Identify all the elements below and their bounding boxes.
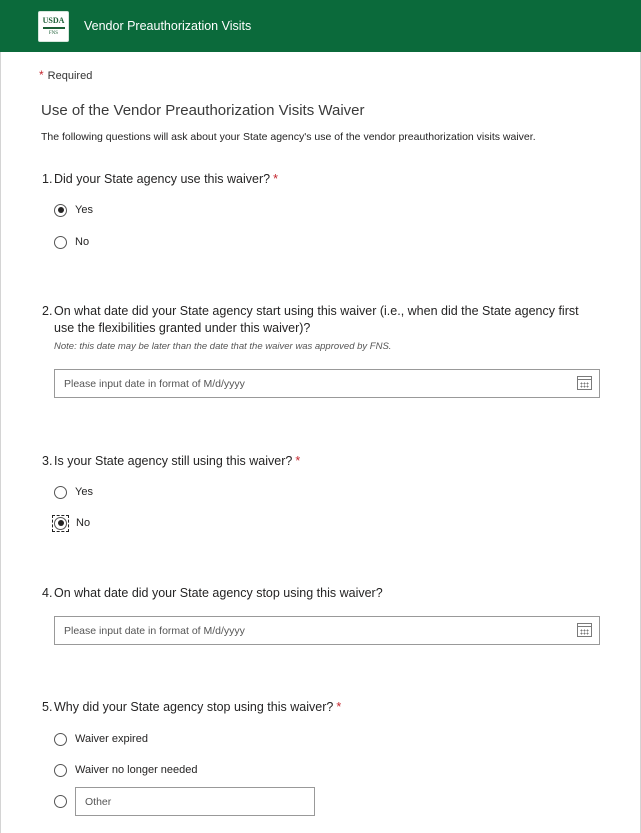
section-description: The following questions will ask about your State agency's use of the vendor preauthorization visits waiver. xyxy=(41,131,536,143)
q3-no-radio[interactable] xyxy=(54,517,67,530)
q1-no-label: No xyxy=(75,236,90,248)
q2-date-input[interactable] xyxy=(55,370,565,397)
q4-date-field[interactable] xyxy=(54,616,600,645)
section-title: Use of the Vendor Preauthorization Visits Waiver xyxy=(41,102,365,119)
q5-other-field[interactable] xyxy=(75,787,315,816)
left-border xyxy=(0,52,1,833)
q3-option-no[interactable] xyxy=(52,515,90,531)
required-star: * xyxy=(39,68,44,82)
q5-other-radio[interactable] xyxy=(54,795,67,808)
q2-date-field[interactable] xyxy=(54,369,600,398)
q3-option-yes[interactable] xyxy=(54,484,93,500)
q3-no-focus-ring xyxy=(52,515,69,532)
q4-date-input[interactable] xyxy=(55,617,565,644)
q5-option-other[interactable] xyxy=(54,793,67,809)
question-1-title: 1. Did your State agency use this waiver? * xyxy=(42,172,278,186)
q5-expired-label: Waiver expired xyxy=(75,733,148,745)
q3-yes-radio[interactable] xyxy=(54,486,67,499)
q5-other-input[interactable] xyxy=(76,788,314,815)
q1-yes-label: Yes xyxy=(75,204,93,216)
question-5-title: 5. Why did your State agency stop using this waiver? * xyxy=(42,700,342,714)
question-2-note: Note: this date may be later than the date that the waiver was approved by FNS. xyxy=(54,341,392,352)
required-note xyxy=(39,68,92,82)
form-title: Vendor Preauthorization Visits xyxy=(84,19,252,33)
calendar-icon[interactable] xyxy=(577,623,592,637)
q1-no-radio[interactable] xyxy=(54,236,67,249)
q1-yes-radio[interactable] xyxy=(54,204,67,217)
q5-not-needed-label: Waiver no longer needed xyxy=(75,764,198,776)
logo-text-bottom: FNS xyxy=(48,30,59,36)
required-text: Required xyxy=(47,70,93,82)
usda-fns-logo xyxy=(38,11,69,42)
q5-expired-radio[interactable] xyxy=(54,733,67,746)
form-header xyxy=(0,0,641,52)
question-4-title: 4. On what date did your State agency stop using this waiver? xyxy=(42,586,383,600)
q5-option-not-needed[interactable] xyxy=(54,762,198,778)
q3-no-label: No xyxy=(76,517,91,529)
q1-option-yes[interactable] xyxy=(54,202,93,218)
question-2-title: 2. On what date did your State agency start using this waiver (i.e., when did the State agency first use the flexibilities granted under this waiver)? xyxy=(42,304,579,335)
calendar-icon[interactable] xyxy=(577,376,592,390)
q3-yes-label: Yes xyxy=(75,486,93,498)
q1-option-no[interactable] xyxy=(54,234,89,250)
q5-option-expired[interactable] xyxy=(54,731,148,747)
logo-text-top: USDA xyxy=(42,15,65,25)
question-3-title: 3. Is your State agency still using this waiver? * xyxy=(42,454,301,468)
q5-not-needed-radio[interactable] xyxy=(54,764,67,777)
